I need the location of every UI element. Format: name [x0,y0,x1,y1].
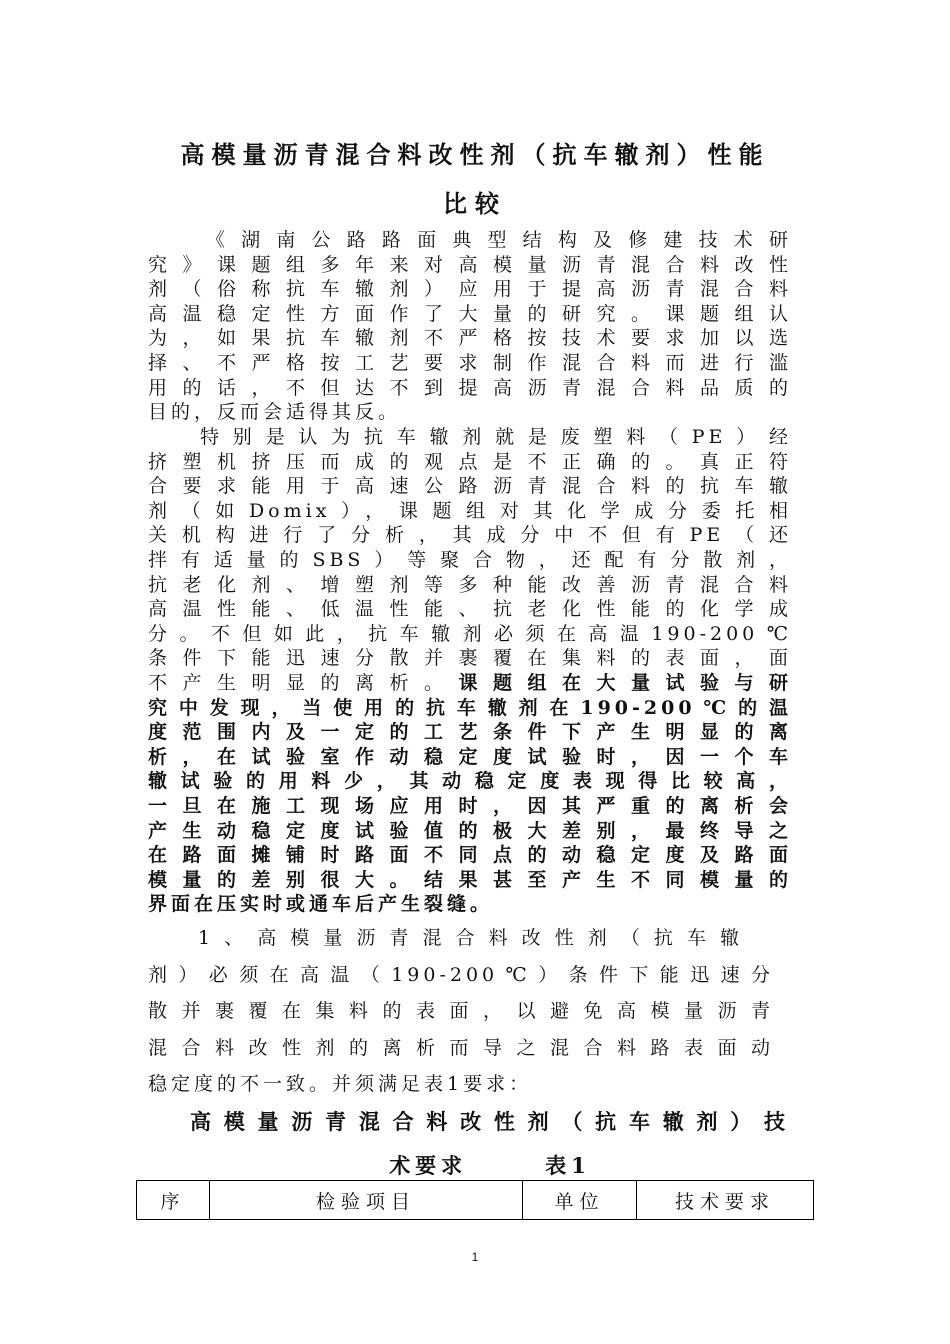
text-line: 目的，反而会适得其反。 [148,401,402,424]
text-line: 关机构进行了分析，其成分中不但有PE（还 [148,524,792,547]
bold-text-line: 模量的差别很大。结果甚至产生不同模量的 [148,868,792,891]
text-line: 剂）必须在高温（190-200℃）条件下能迅速分 [148,963,774,986]
page-number: 1 [471,1250,479,1264]
text-line: 究》课题组多年来对高模量沥青混合料改性 [148,253,792,276]
text-segment: 不产生明显的离析。 [148,671,459,694]
requirement-item-1 [148,920,774,1103]
table-header-row [137,1181,814,1220]
text-line: 混合料改性剂的离析而导之混合料路表面动 [148,1036,774,1059]
header-cell-unit: 单位 [523,1181,637,1220]
text-line [148,671,792,696]
bold-text-line: 界面在压实时或通车后产生裂缝。 [148,893,494,916]
header-cell-requirement: 技术要求 [637,1181,814,1220]
paragraph-intro [148,228,792,425]
text-line: 拌有适量的SBS）等聚合物，还配有分散剂， [148,548,792,571]
header-cell-test-item: 检验项目 [210,1181,523,1220]
text-line: 合要求能用于高速公路沥青混合料的抗车辙 [148,475,792,498]
text-line: 为，如果抗车辙剂不严格按技术要求加以选 [148,327,792,350]
bold-text-line: 产生动稳定度试验值的极大差别，最终导之 [148,819,792,842]
text-line: 特别是认为抗车辙剂就是废塑料（PE）经 [200,426,792,448]
text-line: 用的话，不但达不到提高沥青混合料品质的 [148,376,792,399]
bold-text-line: 辙试验的用料少，其动稳定度表现得比较高， [148,770,792,793]
table-caption-line1: 高模量沥青混合料改性剂（抗车辙剂）技 [190,1109,790,1134]
text-line: 择、不严格按工艺要求制作混合料而进行滥 [148,351,792,374]
bold-text-line: 度范围内及一定的工艺条件下产生明显的离 [148,721,792,744]
bold-text-line: 析，在试验室作动稳定度试验时，因一个车 [148,745,792,768]
bold-text-line: 在路面摊铺时路面不同点的动稳定度及路面 [148,844,792,867]
bold-text-segment: 课题组在大量试验与研 [458,671,792,694]
text-line: 挤塑机挤压而成的观点是不正确的。真正符 [148,450,792,473]
text-line: 高温性能、低温性能、抗老化性能的化学成 [148,598,792,621]
text-line: 散并裹覆在集料的表面，以避免高模量沥青 [148,1000,774,1022]
text-line: 1、高模量沥青混合料改性剂（抗车辙 [198,927,743,949]
spec-table [136,1180,814,1220]
text-line: 条件下能迅速分散并裹覆在集料的表面，面 [148,647,792,670]
bold-text-line: 究中发现，当使用的抗车辙剂在190-200℃的温 [148,696,792,719]
bold-text-line: 一旦在施工现场应用时，因其严重的离析会 [148,794,792,817]
text-line: 抗老化剂、增塑剂等多种能改善沥青混合料 [148,573,792,596]
text-line: 高温稳定性方面作了大量的研究。课题组认 [148,302,792,325]
table-caption [190,1100,790,1188]
text-line: 稳定度的不一致。并须满足表1要求： [148,1073,533,1095]
text-line: 《湖南公路路面典型结构及修建技术研 [206,229,792,251]
text-line: 分。不但如此，抗车辙剂必须在高温190-200℃ [148,622,792,645]
text-line: 剂（俗称抗车辙剂）应用于提高沥青混合料 [148,278,792,301]
header-cell-index: 序 [137,1181,210,1220]
document-title-line1: 高模量沥青混合料改性剂（抗车辙剂）性能 [180,140,770,169]
table-caption-line2: 术要求 表1 [389,1153,591,1178]
document-title-line2: 比较 [443,189,507,218]
text-line: 剂（如Domix），课题组对其化学成分委托相 [148,499,792,522]
paragraph-analysis [148,425,792,917]
